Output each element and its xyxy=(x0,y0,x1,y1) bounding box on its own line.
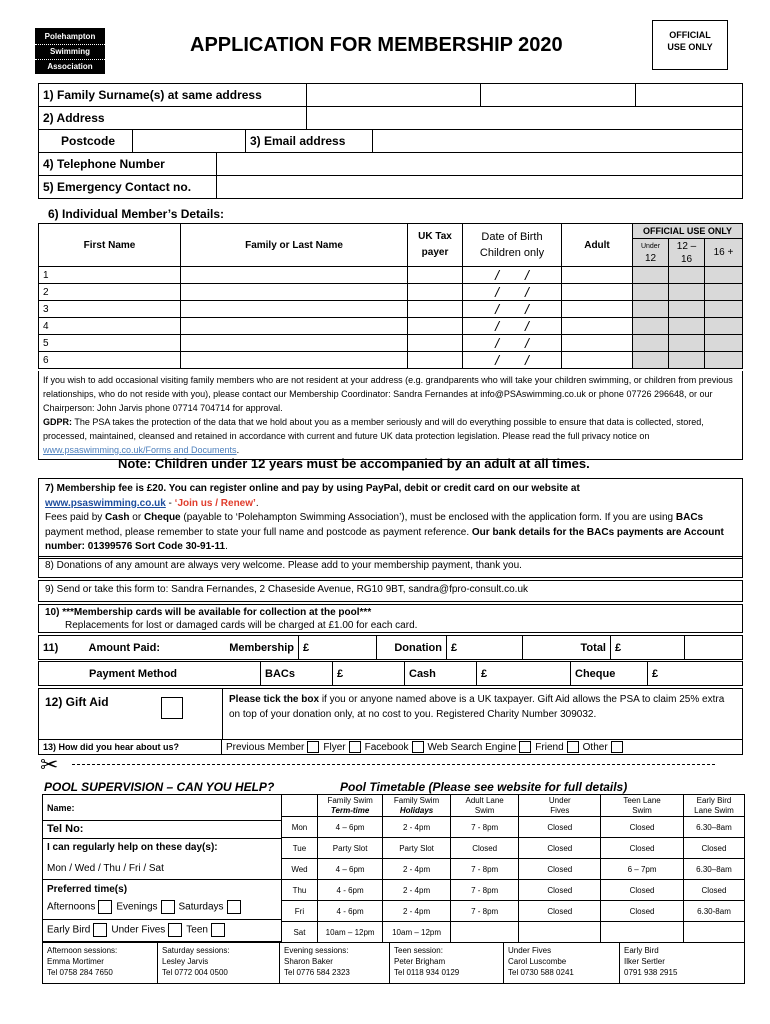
member-dob[interactable] xyxy=(463,335,562,352)
contact-line: Peter Brigham xyxy=(394,957,446,966)
saturdays-checkbox[interactable] xyxy=(227,900,241,914)
member-number: 4 xyxy=(39,318,181,335)
gdpr-end: . xyxy=(236,445,240,455)
visitors-note: If you wish to add occasional visiting family members who are not resident at your address (e.g. grandparents who will take your children swimming, or children from previous relationships, who do not reside with you), please contact our Membership Coordinator: Sandra Fernandes at info@PSAswimming.co.uk or phone 07726 296648, or our Chairperson: John Jarvis phone 07714 704714 for approval. xyxy=(43,375,733,413)
hear-option-checkbox[interactable] xyxy=(349,741,361,753)
postcode-label: Postcode xyxy=(39,130,133,153)
afternoons-label: Afternoons xyxy=(47,901,96,913)
col-adult: Adult xyxy=(562,224,633,267)
session-options xyxy=(47,923,229,937)
contact-line: Lesley Jarvis xyxy=(162,957,209,966)
contact-line: Emma Mortimer xyxy=(47,957,104,966)
timetable-header-line: Teen Lane xyxy=(623,795,661,805)
scissors-icon: ✂ xyxy=(40,752,59,777)
uk-tax-line: payer xyxy=(421,247,449,258)
gdpr-label: GDPR: xyxy=(43,417,72,427)
timetable-row xyxy=(282,901,745,922)
website-link[interactable]: www.psaswimming.co.uk xyxy=(45,497,166,509)
payment-table xyxy=(38,635,743,660)
contact-line: Tel 0730 588 0241 xyxy=(508,968,574,977)
member-16-plus xyxy=(705,284,743,301)
member-under-12 xyxy=(633,267,669,284)
timetable-cell: 7 - 8pm xyxy=(450,901,519,922)
total-label: Total xyxy=(523,636,611,660)
dob-slash: / xyxy=(525,267,529,283)
fee-dash: - xyxy=(165,497,175,509)
membership-amount[interactable]: £ xyxy=(299,636,377,660)
timetable-header xyxy=(601,795,684,817)
contact-line: Carol Luscombe xyxy=(508,957,567,966)
timetable-header-line: Swim xyxy=(474,805,495,815)
fee-line1: 7) Membership fee is £20. You can register online and pay by using PayPal, debit or credit card on our website at xyxy=(45,483,580,494)
member-adult[interactable] xyxy=(562,284,633,301)
contact-line: Tel 0772 004 0500 xyxy=(162,968,228,977)
fee-text: (payable to ‘Polehampton Swimming Association’), must be enclosed with the application form. If you are using xyxy=(180,512,676,523)
contact-line: Ilker Sertler xyxy=(624,957,665,966)
hear-option-label: Flyer xyxy=(323,742,346,753)
member-dob[interactable] xyxy=(463,301,562,318)
timetable-cell: 6.30–8am xyxy=(683,817,744,838)
cheque-amount[interactable]: £ xyxy=(648,662,743,686)
col-12-16 xyxy=(669,239,705,267)
official-use-box xyxy=(652,20,728,70)
timetable-cell: Closed xyxy=(519,880,601,901)
member-16-plus xyxy=(705,318,743,335)
member-family-name[interactable] xyxy=(181,318,408,335)
cards-note xyxy=(38,604,743,633)
timetable-header-line: Fives xyxy=(550,805,570,815)
send-note: 9) Send or take this form to: Sandra Fernandes, 2 Chaseside Avenue, RG10 9BT, sandra@fpro-consult.co.uk xyxy=(38,580,743,602)
telephone-field[interactable] xyxy=(217,153,743,176)
supervision-title: POOL SUPERVISION – CAN YOU HELP? xyxy=(44,780,275,794)
fee-bacs: BACs xyxy=(675,512,704,523)
days-line: Mon / Wed / Thu / Fri / Sat xyxy=(47,863,164,874)
col-dob xyxy=(463,224,562,267)
fee-cash: Cash xyxy=(105,512,130,523)
member-16-plus xyxy=(705,267,743,284)
timetable-cell: Closed xyxy=(601,817,684,838)
timetable-header xyxy=(383,795,451,817)
supervision-form xyxy=(42,794,282,942)
contact-line: Early Bird xyxy=(624,946,659,955)
member-16-plus xyxy=(705,352,743,369)
dob-slash: / xyxy=(495,301,499,317)
member-uk-tax[interactable] xyxy=(408,335,463,352)
member-12-16 xyxy=(669,284,705,301)
under-fives-checkbox[interactable] xyxy=(168,923,182,937)
timetable-cell: 2 - 4pm xyxy=(383,817,451,838)
timetable-cell: Party Slot xyxy=(317,838,382,859)
total-extra xyxy=(685,636,743,660)
member-uk-tax[interactable] xyxy=(408,301,463,318)
gift-aid-body: if you or anyone named above is a UK taxpayer. Gift Aid allows the PSA to claim 25% extra on top of your donation only, at no cost to you. Registered Charity Number 309032. xyxy=(229,694,725,720)
hear-option-checkbox[interactable] xyxy=(412,741,424,753)
timetable-day: Thu xyxy=(282,880,318,901)
timetable-cell: 10am – 12pm xyxy=(383,922,451,943)
saturdays-label: Saturdays xyxy=(178,901,224,913)
members-heading: 6) Individual Member’s Details: xyxy=(48,207,225,221)
donations-note: 8) Donations of any amount are always very welcome. Please add to your membership payment, thank you. xyxy=(38,556,743,578)
timetable-cell: 10am – 12pm xyxy=(317,922,382,943)
timetable-cell: 6.30-8am xyxy=(683,901,744,922)
hear-option-label: Web Search Engine xyxy=(427,742,517,753)
fee-text: or xyxy=(129,512,144,523)
notes-block xyxy=(38,371,743,460)
contact-line: 0791 938 2915 xyxy=(624,968,678,977)
hear-option-checkbox[interactable] xyxy=(307,741,319,753)
join-renew: ‘Join us / Renew’ xyxy=(174,497,256,509)
member-under-12 xyxy=(633,318,669,335)
member-under-12 xyxy=(633,352,669,369)
member-row xyxy=(39,284,743,301)
timetable-title: Pool Timetable (Please see website for full details) xyxy=(340,780,628,794)
timetable-corner xyxy=(282,795,318,817)
telephone-label: 4) Telephone Number xyxy=(39,153,217,176)
timetable-cell: Party Slot xyxy=(383,838,451,859)
fee-text: Fees paid by xyxy=(45,512,106,523)
contact-line: Under Fives xyxy=(508,946,552,955)
timetable-cell: 2 - 4pm xyxy=(383,901,451,922)
member-row xyxy=(39,267,743,284)
dob-slash: / xyxy=(525,318,529,334)
logo-line: Polehampton xyxy=(44,32,96,41)
timetable-cell: Closed xyxy=(601,838,684,859)
hear-option-label: Friend xyxy=(535,742,564,753)
timetable-header-line: Family Swim xyxy=(327,795,373,805)
contact-block xyxy=(280,943,390,983)
gdpr-link[interactable]: www.psaswimming.co.uk/Forms and Documents xyxy=(43,445,237,455)
timetable-cell xyxy=(683,922,744,943)
timetable-day: Mon xyxy=(282,817,318,838)
member-dob[interactable] xyxy=(463,352,562,369)
timetable-row xyxy=(282,922,745,943)
emergency-field[interactable] xyxy=(217,176,743,199)
contact-line: Evening sessions: xyxy=(284,946,349,955)
contact-block xyxy=(620,943,744,983)
hear-option-label: Other xyxy=(582,742,608,753)
contact-fields-table-3 xyxy=(38,152,743,199)
logo-line: Swimming xyxy=(35,44,105,60)
uk-tax-line: UK Tax xyxy=(418,231,452,242)
member-number: 1 xyxy=(39,267,181,284)
evenings-label: Evenings xyxy=(116,901,158,913)
contact-block xyxy=(158,943,280,983)
member-number: 2 xyxy=(39,284,181,301)
contacts-row xyxy=(42,942,745,984)
gift-aid-bold: Please tick the box xyxy=(229,694,320,705)
timetable-cell: 2 - 4pm xyxy=(383,880,451,901)
member-uk-tax[interactable] xyxy=(408,318,463,335)
timetable-header xyxy=(519,795,601,817)
timetable-header-line: Early Bird xyxy=(696,795,732,805)
dob-slash: / xyxy=(525,352,529,368)
dob-line: Date of Birth xyxy=(481,231,543,243)
timetable-cell: 4 - 6pm xyxy=(317,901,382,922)
children-note: Note: Children under 12 years must be accompanied by an adult at all times. xyxy=(118,456,590,471)
member-family-name[interactable] xyxy=(181,267,408,284)
timetable-header-line: Family Swim xyxy=(393,795,440,805)
member-row xyxy=(39,318,743,335)
surname-field-3[interactable] xyxy=(636,84,743,107)
timetable-cell xyxy=(450,922,519,943)
timetable-cell: 4 – 6pm xyxy=(317,817,382,838)
teen-checkbox[interactable] xyxy=(211,923,225,937)
timetable-row xyxy=(282,859,745,880)
member-row xyxy=(39,352,743,369)
hear-option-checkbox[interactable] xyxy=(567,741,579,753)
member-row xyxy=(39,301,743,318)
under-line: Under xyxy=(640,242,661,250)
fee-dot: . xyxy=(255,497,259,509)
contact-line: Tel 0758 284 7650 xyxy=(47,968,113,977)
contact-line: Tel 0776 584 2323 xyxy=(284,968,350,977)
timetable-cell: 2 - 4pm xyxy=(383,859,451,880)
timetable-day: Tue xyxy=(282,838,318,859)
email-label: 3) Email address xyxy=(246,130,373,153)
fee-cheque: Cheque xyxy=(143,512,181,523)
bacs-label: BACs xyxy=(261,662,333,686)
timetable-cell: Closed xyxy=(683,838,744,859)
timetable-header-line: Holidays xyxy=(399,805,434,815)
timetable-cell: Closed xyxy=(519,859,601,880)
contact-line: Teen session: xyxy=(394,946,443,955)
contact-line: Saturday sessions: xyxy=(162,946,230,955)
timetable-cell: 4 – 6pm xyxy=(317,859,382,880)
timetable-day: Fri xyxy=(282,901,318,922)
cut-line xyxy=(72,764,715,765)
timetable-day: Sat xyxy=(282,922,318,943)
page-title: APPLICATION FOR MEMBERSHIP 2020 xyxy=(190,34,563,56)
timetable-header-line: Under xyxy=(548,795,571,805)
dob-slash: / xyxy=(525,335,529,351)
address-label: 2) Address xyxy=(39,107,307,130)
member-adult[interactable] xyxy=(562,301,633,318)
afternoons-checkbox[interactable] xyxy=(98,900,112,914)
member-family-name[interactable] xyxy=(181,301,408,318)
col-16-plus: 16 + xyxy=(705,239,743,267)
address-field[interactable] xyxy=(307,107,743,130)
member-16-plus xyxy=(705,335,743,352)
member-12-16 xyxy=(669,267,705,284)
evenings-checkbox[interactable] xyxy=(161,900,175,914)
logo xyxy=(35,28,105,74)
timetable-header-line: Swim xyxy=(632,805,652,815)
timetable-cell: Closed xyxy=(601,880,684,901)
name-label: Name: xyxy=(47,803,75,813)
payment-method-label: Payment Method xyxy=(39,662,261,686)
member-12-16 xyxy=(669,301,705,318)
member-number: 3 xyxy=(39,301,181,318)
gift-aid-label: 12) Gift Aid xyxy=(45,695,109,709)
timetable-header xyxy=(683,795,744,817)
hear-option-checkbox[interactable] xyxy=(519,741,531,753)
member-under-12 xyxy=(633,301,669,318)
official-use-header: OFFICIAL USE ONLY xyxy=(633,224,743,239)
tel-label: Tel No: xyxy=(47,823,84,835)
contact-block xyxy=(43,943,158,983)
timetable-cell: Closed xyxy=(683,880,744,901)
donation-label: Donation xyxy=(377,636,447,660)
members-table xyxy=(38,223,743,369)
help-label: I can regularly help on these day(s): xyxy=(47,842,218,853)
timetable-row xyxy=(282,817,745,838)
member-family-name[interactable] xyxy=(181,284,408,301)
emergency-label: 5) Emergency Contact no. xyxy=(39,176,217,199)
contact-block xyxy=(390,943,504,983)
payment-method-table xyxy=(38,661,743,686)
surname-label: 1) Family Surname(s) at same address xyxy=(39,84,307,107)
dob-slash: / xyxy=(495,352,499,368)
timetable-cell: 7 - 8pm xyxy=(450,859,519,880)
contact-line: Afternoon sessions: xyxy=(47,946,118,955)
early-bird-checkbox[interactable] xyxy=(93,923,107,937)
email-field[interactable] xyxy=(373,130,743,153)
cards-line2: Replacements for lost or damaged cards will be charged at £1.00 for each card. xyxy=(65,620,418,631)
contact-fields-table-2 xyxy=(38,129,743,153)
member-dob[interactable] xyxy=(463,318,562,335)
timetable-day: Wed xyxy=(282,859,318,880)
member-12-16 xyxy=(669,352,705,369)
hear-option-label: Previous Member xyxy=(226,742,305,753)
donation-amount[interactable]: £ xyxy=(447,636,523,660)
member-under-12 xyxy=(633,335,669,352)
timetable-header-line: Term-time xyxy=(330,805,370,815)
postcode-field[interactable] xyxy=(133,130,246,153)
timetable-cell: Closed xyxy=(519,817,601,838)
member-adult[interactable] xyxy=(562,335,633,352)
gdpr-note xyxy=(43,415,738,457)
timetable-cell: 7 - 8pm xyxy=(450,880,519,901)
timetable-header xyxy=(450,795,519,817)
hear-row xyxy=(38,739,743,755)
timetable-header-line: Adult Lane xyxy=(465,795,504,805)
timetable xyxy=(281,794,745,943)
hear-option-label: Facebook xyxy=(364,742,409,753)
member-family-name[interactable] xyxy=(181,335,408,352)
col-uk-tax xyxy=(408,224,463,267)
member-under-12 xyxy=(633,284,669,301)
payment-num: 11) xyxy=(39,636,83,660)
cash-label: Cash xyxy=(405,662,477,686)
timetable-cell xyxy=(601,922,684,943)
col-family-name: Family or Last Name xyxy=(181,224,408,267)
member-number: 6 xyxy=(39,352,181,369)
dob-slash: / xyxy=(495,267,499,283)
official-line: OFFICIAL xyxy=(669,30,711,40)
member-adult[interactable] xyxy=(562,318,633,335)
member-uk-tax[interactable] xyxy=(408,267,463,284)
surname-field-1[interactable] xyxy=(307,84,481,107)
dob-slash: / xyxy=(495,318,499,334)
fee-box xyxy=(38,478,743,559)
member-adult[interactable] xyxy=(562,352,633,369)
range-line: 16 xyxy=(680,253,693,265)
bank-details: Our bank details for the BACs payments are Account number: 01399576 Sort Code 30-91-11 xyxy=(45,526,724,552)
member-number: 5 xyxy=(39,335,181,352)
surname-field-2[interactable] xyxy=(481,84,636,107)
cards-line1: 10) ***Membership cards will be available for collection at the pool*** xyxy=(45,607,372,618)
logo-line: Association xyxy=(47,62,93,71)
contact-fields-table xyxy=(38,83,743,130)
timetable-cell xyxy=(519,922,601,943)
fee-text: . xyxy=(225,541,228,552)
timetable-cell: 6 – 7pm xyxy=(601,859,684,880)
fee-text: payment method, please remember to state your full name and postcode as payment reference. xyxy=(45,526,472,538)
timetable-row xyxy=(282,880,745,901)
dob-slash: / xyxy=(525,301,529,317)
dob-slash: / xyxy=(525,284,529,300)
range-line: 12 – xyxy=(676,240,697,252)
timetable-header xyxy=(317,795,382,817)
contact-block xyxy=(504,943,620,983)
member-12-16 xyxy=(669,335,705,352)
timetable-cell: 7 - 8pm xyxy=(450,817,519,838)
preferred-label: Preferred time(s) xyxy=(47,884,128,895)
member-family-name[interactable] xyxy=(181,352,408,369)
bacs-amount[interactable]: £ xyxy=(333,662,405,686)
official-line: USE ONLY xyxy=(667,42,713,52)
dob-line: Children only xyxy=(479,247,545,259)
timetable-cell: Closed xyxy=(519,838,601,859)
member-12-16 xyxy=(669,318,705,335)
timetable-row xyxy=(282,838,745,859)
timetable-cell: Closed xyxy=(450,838,519,859)
member-row xyxy=(39,335,743,352)
gift-aid-box xyxy=(38,688,743,740)
hear-options xyxy=(222,742,627,753)
early-bird-label: Early Bird xyxy=(47,924,91,936)
cash-amount[interactable]: £ xyxy=(477,662,571,686)
amount-paid-label: Amount Paid: xyxy=(83,636,181,660)
gift-aid-checkbox[interactable] xyxy=(161,697,183,719)
col-first-name: First Name xyxy=(39,224,181,267)
timetable-cell: Closed xyxy=(519,901,601,922)
timetable-cell: Closed xyxy=(601,901,684,922)
cheque-label: Cheque xyxy=(571,662,648,686)
contact-line: Tel 0118 934 0129 xyxy=(394,968,460,977)
gift-aid-text xyxy=(222,689,738,739)
dob-slash: / xyxy=(495,284,499,300)
preferred-options xyxy=(47,900,245,914)
timetable-cell: 6.30–8am xyxy=(683,859,744,880)
member-uk-tax[interactable] xyxy=(408,284,463,301)
hear-option-checkbox[interactable] xyxy=(611,741,623,753)
member-dob[interactable] xyxy=(463,267,562,284)
under-fives-label: Under Fives xyxy=(111,924,166,936)
contact-line: Sharon Baker xyxy=(284,957,333,966)
member-dob[interactable] xyxy=(463,284,562,301)
gdpr-text: The PSA takes the protection of the data that we hold about you as a member seriously and will do everything possible to ensure that data is collected, stored, processed, maintained, cleansed and retained in accordance with current and future UK data protection legislation. Please read the full privacy notice on xyxy=(43,417,704,441)
fee-line2 xyxy=(45,497,736,512)
timetable-cell: 4 - 6pm xyxy=(317,880,382,901)
member-16-plus xyxy=(705,301,743,318)
teen-label: Teen xyxy=(186,924,208,936)
total-amount[interactable]: £ xyxy=(611,636,685,660)
member-uk-tax[interactable] xyxy=(408,352,463,369)
membership-label: Membership xyxy=(181,636,299,660)
hear-label: 13) How did you hear about us? xyxy=(39,740,222,754)
timetable-header-line: Lane Swim xyxy=(694,805,734,815)
under-line: 12 xyxy=(644,252,657,264)
col-under-12 xyxy=(633,239,669,267)
member-adult[interactable] xyxy=(562,267,633,284)
dob-slash: / xyxy=(495,335,499,351)
fee-details xyxy=(45,511,736,555)
